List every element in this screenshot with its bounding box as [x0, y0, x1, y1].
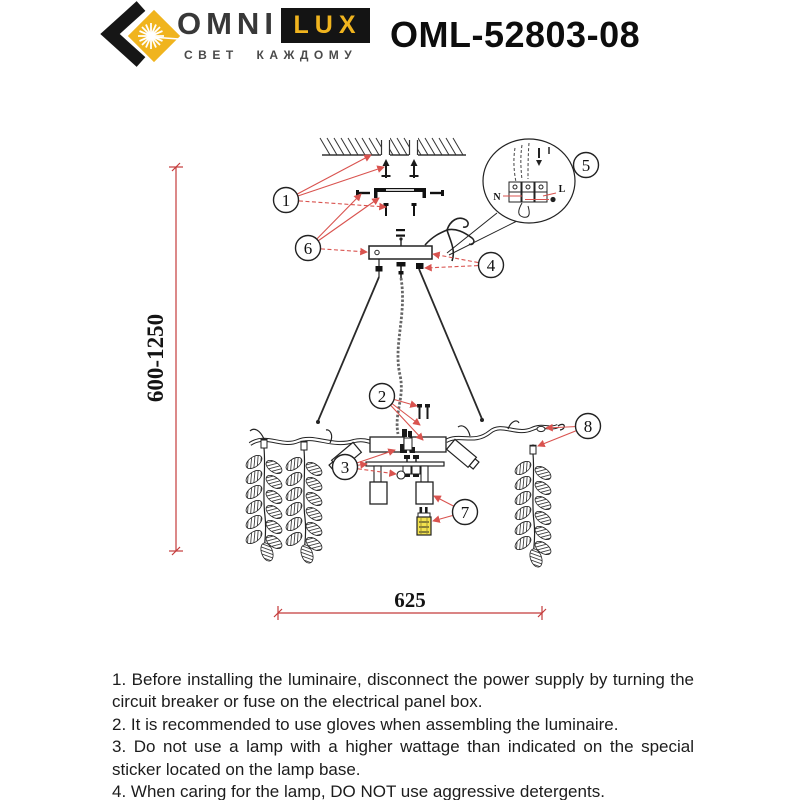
dimension-width-label: 625	[394, 588, 426, 612]
callout-1-number: 1	[281, 191, 291, 210]
leaf-strand-left	[244, 440, 284, 563]
brand-primary-text: OMNI	[177, 6, 278, 41]
callout-4-number: 4	[486, 256, 496, 275]
callout-7	[453, 500, 478, 525]
halogen-bulb	[417, 507, 431, 535]
instruction-item: 2. It is recommended to use gloves when assembling the luminaire.	[112, 714, 619, 734]
callout-8	[576, 414, 601, 439]
brand-secondary-text: LUX	[293, 11, 362, 39]
lamp-socket-right	[416, 482, 433, 504]
instructions-list	[112, 669, 694, 800]
dimension-height-label: 600-1250	[143, 313, 168, 403]
lamp-holder-right	[447, 439, 481, 470]
installation-diagram	[0, 85, 800, 680]
callout-3	[333, 455, 358, 480]
callout-7-number: 7	[460, 503, 470, 522]
neutral-label: N	[493, 192, 501, 203]
lamp-socket-left	[370, 482, 387, 504]
dimension-height	[169, 163, 183, 555]
live-label: L	[558, 184, 566, 195]
callout-6-number: 6	[303, 239, 313, 258]
callout-4	[479, 253, 504, 278]
ceiling-hatch	[320, 136, 466, 157]
callout-2-number: 2	[377, 387, 387, 406]
leaf-strand-mid	[284, 442, 324, 565]
junction-detail-bubble	[447, 139, 575, 255]
callout-5-number: 5	[581, 156, 591, 175]
callout-3-number: 3	[340, 458, 350, 477]
instruction-item: 4. When caring for the lamp, DO NOT use aggressive detergents.	[112, 782, 605, 800]
decorative-ball	[397, 471, 405, 479]
canopy	[369, 237, 432, 278]
callout-6	[296, 236, 321, 261]
bracket-screws	[384, 203, 417, 237]
leaf-strand-right	[513, 446, 553, 569]
instruction-item: 3. Do not use a lamp with a higher wattage than indicated on the special sticker located on the lamp base.	[112, 737, 694, 779]
branch-end-eyelet	[537, 426, 545, 431]
brand-secondary-box	[281, 8, 370, 43]
model-number: OML-52803-08	[390, 14, 641, 55]
callout-5	[574, 153, 599, 178]
brand-tagline: СВЕТ КАЖДОМУ	[184, 48, 358, 62]
anchor-bolts	[382, 159, 419, 178]
hub-screws	[417, 404, 430, 419]
instruction-item: 1. Before installing the luminaire, disconnect the power supply by turning the circuit breaker or fuse on the electrical panel box.	[112, 670, 694, 712]
callout-2	[370, 384, 395, 409]
callout-8-number: 8	[583, 417, 593, 436]
mounting-bracket	[356, 188, 444, 198]
callout-1	[274, 188, 299, 213]
